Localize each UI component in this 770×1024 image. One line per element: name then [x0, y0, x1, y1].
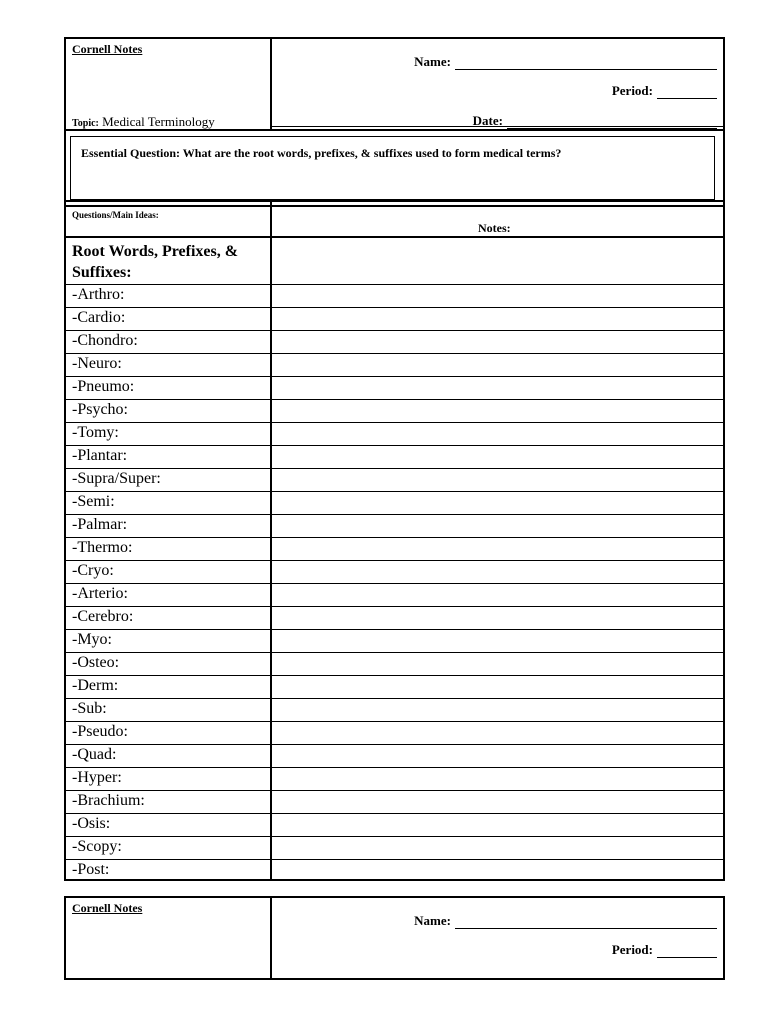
table-row[interactable]	[66, 790, 723, 813]
table-row[interactable]	[66, 284, 723, 307]
footer-period-label: Period:	[611, 942, 653, 957]
term-label: -Pneumo:	[72, 378, 135, 395]
notes-grid	[64, 200, 725, 881]
table-row[interactable]	[66, 813, 723, 836]
notes-column-label: Notes:	[478, 221, 511, 235]
term-label: -Arterio:	[72, 585, 128, 602]
column-divider	[270, 39, 272, 129]
term-label: -Cryo:	[72, 562, 114, 579]
table-row[interactable]	[66, 537, 723, 560]
term-label: -Neuro:	[72, 355, 122, 372]
essential-question-text: Essential Question: What are the root words, prefixes, & suffixes used to form medical terms?	[81, 146, 562, 160]
term-label: -Myo:	[72, 631, 112, 648]
worksheet-title: Cornell Notes	[72, 42, 143, 56]
topic-label: Topic:	[72, 118, 99, 129]
footer-period-field[interactable]	[612, 942, 717, 958]
term-label: -Brachium:	[72, 792, 145, 809]
table-row[interactable]	[66, 721, 723, 744]
essential-question-box[interactable]	[70, 136, 715, 200]
term-label: -Quad:	[72, 746, 117, 763]
table-row[interactable]	[66, 836, 723, 859]
term-label: -Plantar:	[72, 447, 128, 464]
table-row[interactable]	[66, 514, 723, 537]
term-label: -Scopy:	[72, 838, 122, 855]
name-field[interactable]	[414, 54, 717, 70]
period-label: Period:	[611, 83, 653, 98]
term-label: -Sub:	[72, 700, 107, 717]
date-label: Date:	[472, 113, 503, 128]
term-label: -Thermo:	[72, 539, 133, 556]
term-label: -Osteo:	[72, 654, 120, 671]
footer-title: Cornell Notes	[72, 901, 143, 915]
topic-line	[72, 114, 215, 130]
table-row[interactable]	[66, 560, 723, 583]
questions-column-label: Questions/Main Ideas:	[72, 210, 159, 220]
column-divider	[270, 898, 272, 978]
term-label: -Palmar:	[72, 516, 128, 533]
table-row[interactable]	[66, 629, 723, 652]
term-label: -Pseudo:	[72, 723, 128, 740]
term-label: -Derm:	[72, 677, 119, 694]
term-label: -Chondro:	[72, 332, 138, 349]
table-row[interactable]	[66, 399, 723, 422]
table-row[interactable]	[66, 468, 723, 491]
table-row[interactable]	[66, 353, 723, 376]
name-blank[interactable]	[455, 58, 717, 70]
table-row[interactable]	[66, 376, 723, 399]
table-row[interactable]	[66, 767, 723, 790]
table-row[interactable]	[66, 675, 723, 698]
period-blank[interactable]	[657, 87, 717, 99]
term-label: -Hyper:	[72, 769, 122, 786]
column-header-divider	[66, 236, 723, 238]
section-heading: Root Words, Prefixes, & Suffixes:	[72, 243, 239, 281]
table-row[interactable]	[66, 698, 723, 721]
table-row[interactable]	[66, 606, 723, 629]
table-row[interactable]	[66, 330, 723, 353]
term-label: -Post:	[72, 861, 110, 878]
term-label: -Tomy:	[72, 424, 119, 441]
footer-name-label: Name:	[414, 913, 451, 928]
term-label: -Cerebro:	[72, 608, 134, 625]
footer-period-blank[interactable]	[657, 946, 717, 958]
term-label: -Psycho:	[72, 401, 128, 418]
term-label: -Semi:	[72, 493, 115, 510]
table-row[interactable]	[66, 491, 723, 514]
term-label: -Cardio:	[72, 309, 126, 326]
header-underline	[271, 126, 723, 127]
table-row[interactable]	[66, 583, 723, 606]
term-label: -Supra/Super:	[72, 470, 161, 487]
term-label: -Arthro:	[72, 286, 125, 303]
header-box	[64, 37, 725, 131]
date-blank[interactable]	[507, 117, 717, 129]
table-row[interactable]	[66, 445, 723, 468]
footer-name-field[interactable]	[414, 913, 717, 929]
footer-box	[64, 896, 725, 980]
period-field[interactable]	[612, 83, 717, 99]
table-row[interactable]	[66, 307, 723, 330]
table-row[interactable]	[66, 859, 723, 882]
table-row[interactable]	[66, 744, 723, 767]
term-label: -Osis:	[72, 815, 111, 832]
name-label: Name:	[414, 54, 451, 69]
topic-value: Medical Terminology	[102, 114, 215, 129]
table-row[interactable]	[66, 422, 723, 445]
table-row[interactable]	[66, 652, 723, 675]
footer-name-blank[interactable]	[455, 917, 717, 929]
